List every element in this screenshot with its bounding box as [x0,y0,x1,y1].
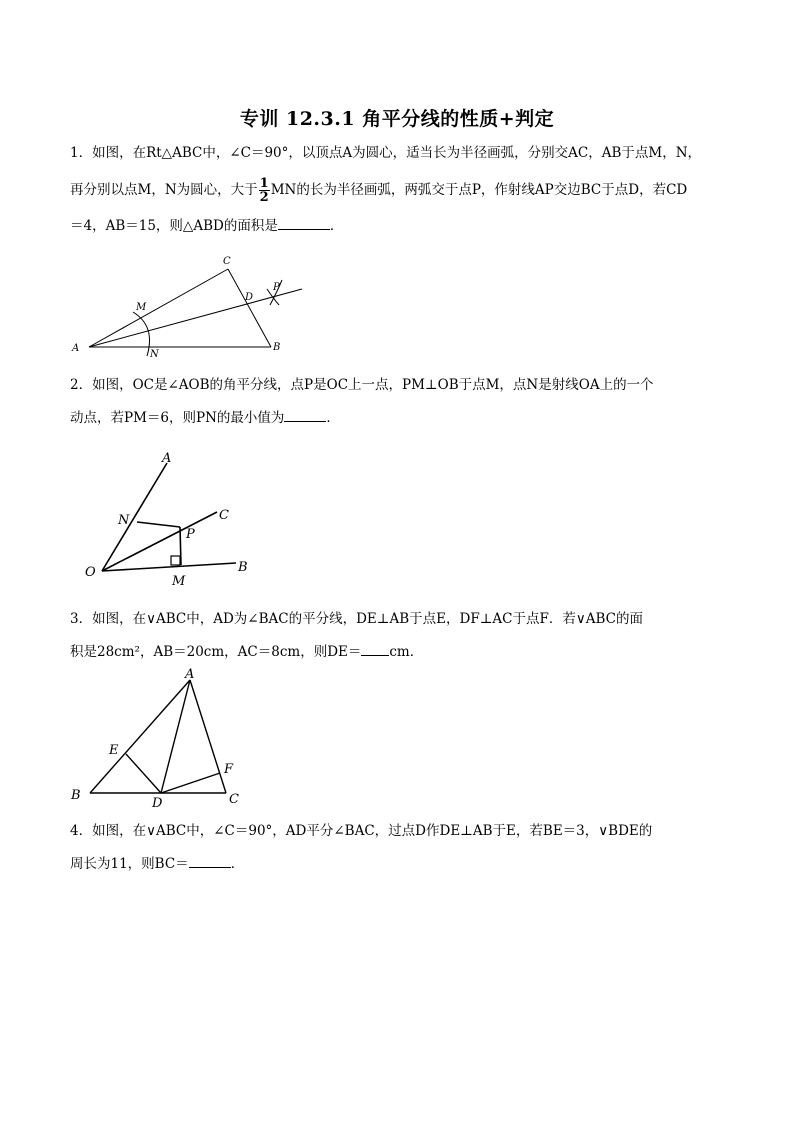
problem-2-number: 2． [70,377,93,393]
segment-df [161,773,220,793]
problem-2-line-1: 2．如图，OC是∠AOB的角平分线，点P是OC上一点，PM⊥OB于点M，点N是射线OA上的一个 [70,377,654,393]
label-p: P [273,282,280,293]
segment-de [126,754,161,793]
figure-1 [60,248,320,368]
label-n: N [150,349,159,360]
problem-3 [70,603,725,669]
figure-2 [80,445,280,595]
problem-1-line-1: 1．如图，在Rt△ABC中，∠C＝90°，以顶点A为圆心，适当长为半径画弧，分别交AC，AB于点M，N， [70,145,702,161]
label-m: M [136,302,147,313]
ray-ob [102,563,236,571]
problem-2-line-2: 动点，若PM＝6，则PN的最小值为 ． [70,402,725,435]
problem-2 [70,369,725,435]
label-d: D [152,796,163,810]
label-o: O [85,565,96,580]
problem-4-line-1: 4．如图，在∨ABC中，∠C＝90°，AD平分∠BAC，过点D作DE⊥AB于E，若BE＝3，∨BDE的 [70,823,653,839]
label-f: F [224,762,234,777]
problem-4-number: 4． [70,823,93,839]
problem-3-line-2: 积是28cm²，AB＝20cm，AC＝8cm，则DE＝ cm． [70,636,725,669]
segment-ac [190,680,226,793]
label-c: C [229,792,239,807]
answer-blank-3[interactable] [361,640,389,656]
label-n: N [118,513,130,528]
label-c: C [219,508,229,523]
answer-blank-1[interactable] [278,214,330,230]
answer-blank-2[interactable] [284,406,326,422]
problem-4-line-2: 周长为11，则BC＝ ． [70,848,725,881]
label-d: D [245,292,254,303]
label-b: B [273,342,281,353]
label-a: A [72,343,80,354]
label-e: E [109,743,119,758]
ray-ap [89,289,302,347]
page-title: 专训 12.3.1 角平分线的性质+判定 [239,108,555,130]
problem-1-line-3: ＝4，AB＝15，则△ABD的面积是 ． [70,210,725,243]
problem-3-line-1: 3．如图，在∨ABC中，AD为∠BAC的平分线，DE⊥AB于点E，DF⊥AC于点F．若∨ABC的面 [70,611,643,627]
right-angle-mark [171,556,180,565]
label-p: P [186,527,195,542]
segment-cb [228,269,271,347]
segment-pn [137,522,180,527]
fraction-one-half: $\frac{1}{2}$ [259,176,269,205]
problem-3-number: 3． [70,611,93,627]
segment-ac [89,269,228,347]
label-m: M [172,574,186,589]
figure-3 [62,665,262,810]
problem-1-number: 1． [70,145,93,161]
label-b: B [71,788,81,803]
label-a: A [185,667,195,682]
problem-4 [70,815,725,881]
label-a: A [162,451,172,466]
problem-1 [70,137,725,243]
label-c: C [223,256,231,267]
answer-blank-4[interactable] [189,852,231,868]
problem-1-line-2: 再分别以点M，N为圆心，大于 $\frac{1}{2}$ MN的长为半径画弧，两弧交于点P，作射线AP交边BC于点D，若CD [70,176,688,205]
label-b: B [238,560,248,575]
